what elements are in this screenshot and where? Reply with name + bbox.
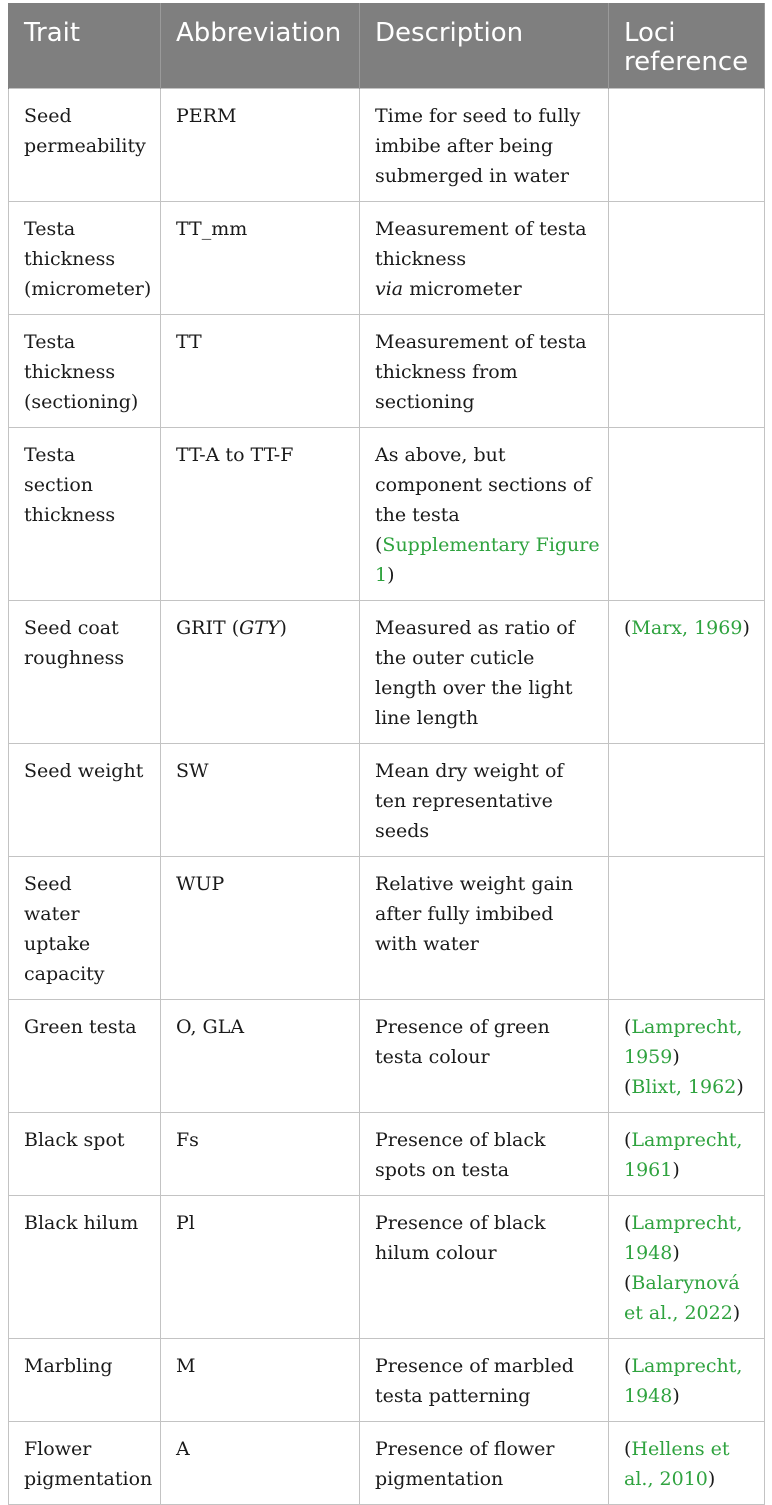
description-cell: Measurement of testa thickness from sectioning bbox=[360, 315, 609, 428]
abbreviation-cell: TT-A to TT-F bbox=[161, 428, 360, 601]
trait-cell: Seed weight bbox=[9, 744, 161, 857]
trait-cell: Marbling bbox=[9, 1339, 161, 1422]
description-cell: Relative weight gain after fully imbibed with water bbox=[360, 857, 609, 1000]
abbreviation-cell: PERM bbox=[161, 89, 360, 202]
description-text: Measurement of testa thickness bbox=[375, 218, 587, 270]
abbreviation-cell: TT_mm bbox=[161, 202, 360, 315]
abbreviation-cell: TT bbox=[161, 315, 360, 428]
abbreviation-cell: Pl bbox=[161, 1196, 360, 1339]
description-text: micrometer bbox=[409, 278, 522, 300]
loci-reference-cell bbox=[609, 744, 765, 857]
traits-table bbox=[8, 3, 765, 1505]
loci-reference-cell bbox=[609, 89, 765, 202]
trait-cell: Testa section thickness bbox=[9, 428, 161, 601]
abbreviation-cell: SW bbox=[161, 744, 360, 857]
description-cell: Presence of marbled testa patterning bbox=[360, 1339, 609, 1422]
table-row bbox=[9, 1196, 765, 1339]
loci-reference-cell bbox=[609, 315, 765, 428]
table-row bbox=[9, 601, 765, 744]
reference-link[interactable]: Lamprecht, 1961 bbox=[624, 1129, 743, 1181]
table-row bbox=[9, 1422, 765, 1505]
header-trait: Trait bbox=[9, 3, 161, 89]
table-row bbox=[9, 744, 765, 857]
trait-cell: Seed permeability bbox=[9, 89, 161, 202]
trait-cell: Black spot bbox=[9, 1113, 161, 1196]
loci-reference-cell: (Marx, 1969) bbox=[609, 601, 765, 744]
loci-reference-cell: (Lamprecht, 1961) bbox=[609, 1113, 765, 1196]
abbreviation-cell: GRIT (GTY) bbox=[161, 601, 360, 744]
reference-link[interactable]: Lamprecht, 1948 bbox=[624, 1212, 743, 1264]
abbreviation-emphasis: GTY bbox=[239, 617, 280, 639]
abbreviation-cell: O, GLA bbox=[161, 1000, 360, 1113]
abbreviation-cell: A bbox=[161, 1422, 360, 1505]
table-row bbox=[9, 428, 765, 601]
table-row bbox=[9, 315, 765, 428]
trait-cell: Testa thickness (micrometer) bbox=[9, 202, 161, 315]
reference-link[interactable]: Balarynová et al., 2022 bbox=[624, 1272, 740, 1324]
trait-cell: Seed water uptake capacity bbox=[9, 857, 161, 1000]
table-row bbox=[9, 1339, 765, 1422]
loci-reference-cell bbox=[609, 857, 765, 1000]
loci-reference-cell: (Lamprecht, 1948) bbox=[609, 1339, 765, 1422]
abbreviation-cell: M bbox=[161, 1339, 360, 1422]
loci-reference-cell: (Lamprecht, 1959) (Blixt, 1962) bbox=[609, 1000, 765, 1113]
trait-cell: Green testa bbox=[9, 1000, 161, 1113]
trait-cell: Testa thickness (sectioning) bbox=[9, 315, 161, 428]
table-row bbox=[9, 857, 765, 1000]
table-header-row bbox=[9, 3, 765, 89]
reference-link[interactable]: Marx, 1969 bbox=[631, 617, 743, 639]
trait-cell: Seed coat roughness bbox=[9, 601, 161, 744]
description-cell: Measured as ratio of the outer cuticle length over the light line length bbox=[360, 601, 609, 744]
description-cell: As above, but component sections of the testa (Supplementary Figure 1) bbox=[360, 428, 609, 601]
description-cell: Mean dry weight of ten representative seeds bbox=[360, 744, 609, 857]
loci-reference-cell bbox=[609, 202, 765, 315]
table-row bbox=[9, 1113, 765, 1196]
reference-link[interactable]: Lamprecht, 1948 bbox=[624, 1355, 743, 1407]
table-row bbox=[9, 1000, 765, 1113]
description-cell: Presence of green testa colour bbox=[360, 1000, 609, 1113]
header-abbreviation: Abbreviation bbox=[161, 3, 360, 89]
header-description: Description bbox=[360, 3, 609, 89]
abbreviation-cell: WUP bbox=[161, 857, 360, 1000]
header-loci-reference: Loci reference bbox=[609, 3, 765, 89]
table-row bbox=[9, 89, 765, 202]
description-cell bbox=[360, 202, 609, 315]
reference-link[interactable]: Hellens et al., 2010 bbox=[624, 1438, 730, 1490]
abbreviation-text: GRIT bbox=[176, 617, 226, 639]
loci-reference-cell: (Lamprecht, 1948) (Balarynová et al., 2022) bbox=[609, 1196, 765, 1339]
trait-cell: Black hilum bbox=[9, 1196, 161, 1339]
description-cell: Presence of flower pigmentation bbox=[360, 1422, 609, 1505]
description-cell: Presence of black hilum colour bbox=[360, 1196, 609, 1339]
loci-reference-cell bbox=[609, 428, 765, 601]
description-text: As above, but component sections of the testa bbox=[375, 444, 592, 526]
supplementary-figure-link[interactable]: Supplementary Figure 1 bbox=[375, 534, 600, 586]
description-emphasis: via bbox=[375, 278, 404, 300]
reference-link[interactable]: Lamprecht, 1959 bbox=[624, 1016, 743, 1068]
reference-link[interactable]: Blixt, 1962 bbox=[631, 1076, 737, 1098]
trait-cell: Flower pigmentation bbox=[9, 1422, 161, 1505]
loci-reference-cell: (Hellens et al., 2010) bbox=[609, 1422, 765, 1505]
table-row bbox=[9, 202, 765, 315]
description-cell: Time for seed to fully imbibe after being submerged in water bbox=[360, 89, 609, 202]
abbreviation-cell: Fs bbox=[161, 1113, 360, 1196]
description-cell: Presence of black spots on testa bbox=[360, 1113, 609, 1196]
